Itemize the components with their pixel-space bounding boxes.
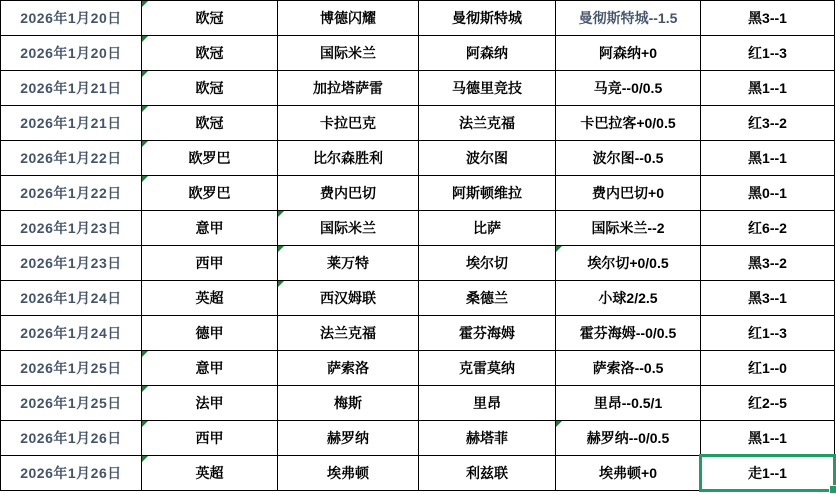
error-indicator-icon <box>142 106 148 112</box>
handicap-text: 小球2/2.5 <box>598 290 658 306</box>
error-indicator-icon <box>142 421 148 427</box>
league-text: 英超 <box>195 290 224 306</box>
date-text: 2026年1月24日 <box>20 325 122 341</box>
table-row <box>1 456 835 491</box>
cell-date[interactable] <box>1 1 142 36</box>
handicap-text: 里昂--0.5/1 <box>593 395 663 411</box>
error-indicator-icon <box>556 246 562 252</box>
cell-date[interactable] <box>1 316 142 351</box>
cell-date[interactable] <box>1 106 142 141</box>
cell-away-team[interactable] <box>419 421 556 456</box>
cell-date[interactable] <box>1 36 142 71</box>
home-team-text: 梅斯 <box>334 395 362 411</box>
cell-home-team[interactable] <box>278 176 419 211</box>
result-text: 黑3--1 <box>748 10 787 26</box>
result-text: 红3--2 <box>748 115 787 131</box>
home-team-text: 博德闪耀 <box>320 10 376 26</box>
home-team-text: 埃弗顿 <box>327 465 369 481</box>
table-row <box>1 281 835 316</box>
cell-home-team[interactable] <box>278 36 419 71</box>
result-text: 红6--2 <box>748 220 787 236</box>
cell-home-team[interactable] <box>278 421 419 456</box>
cell-handicap[interactable] <box>556 246 701 281</box>
cell-league[interactable] <box>142 106 278 141</box>
handicap-text: 国际米兰--2 <box>591 220 665 236</box>
cell-handicap[interactable] <box>556 316 701 351</box>
cell-result[interactable] <box>701 1 835 36</box>
away-team-text: 阿森纳 <box>466 45 508 61</box>
date-text: 2026年1月23日 <box>20 255 122 271</box>
away-team-text: 曼彻斯特城 <box>452 10 522 26</box>
result-text: 黑1--1 <box>748 430 787 446</box>
cell-home-team[interactable] <box>278 1 419 36</box>
cell-date[interactable] <box>1 176 142 211</box>
cell-handicap[interactable] <box>556 386 701 421</box>
date-text: 2026年1月22日 <box>20 185 122 201</box>
table-row <box>1 106 835 141</box>
fill-handle-icon[interactable] <box>829 485 836 494</box>
cell-result[interactable] <box>701 36 835 71</box>
home-team-text: 加拉塔萨雷 <box>313 80 383 96</box>
date-text: 2026年1月26日 <box>20 465 122 481</box>
date-text: 2026年1月25日 <box>20 360 122 376</box>
away-team-text: 马德里竞技 <box>452 80 522 96</box>
away-team-text: 赫塔菲 <box>466 430 508 446</box>
error-indicator-icon <box>142 176 148 182</box>
cell-handicap[interactable] <box>556 421 701 456</box>
cell-away-team[interactable] <box>419 36 556 71</box>
cell-home-team[interactable] <box>278 316 419 351</box>
cell-home-team[interactable] <box>278 386 419 421</box>
cell-handicap[interactable] <box>556 351 701 386</box>
away-team-text: 霍芬海姆 <box>459 325 515 341</box>
cell-away-team[interactable] <box>419 106 556 141</box>
cell-date[interactable] <box>1 246 142 281</box>
cell-league[interactable] <box>142 71 278 106</box>
cell-home-team[interactable] <box>278 246 419 281</box>
result-text: 红2--5 <box>748 395 787 411</box>
home-team-text: 国际米兰 <box>320 220 376 236</box>
table-row <box>1 71 835 106</box>
league-text: 意甲 <box>195 360 224 376</box>
cell-handicap[interactable] <box>556 456 701 491</box>
cell-away-team[interactable] <box>419 176 556 211</box>
date-text: 2026年1月23日 <box>20 220 122 236</box>
error-indicator-icon <box>278 211 284 217</box>
cell-away-team[interactable] <box>419 246 556 281</box>
date-text: 2026年1月25日 <box>20 395 122 411</box>
cell-home-team[interactable] <box>278 456 419 491</box>
error-indicator-icon <box>142 351 148 357</box>
handicap-text: 马竞--0/0.5 <box>593 80 663 96</box>
cell-date[interactable] <box>1 456 142 491</box>
error-indicator-icon <box>142 141 148 147</box>
cell-handicap[interactable] <box>556 281 701 316</box>
cell-away-team[interactable] <box>419 386 556 421</box>
home-team-text: 卡拉巴克 <box>320 115 376 131</box>
cell-home-team[interactable] <box>278 281 419 316</box>
date-text: 2026年1月21日 <box>20 115 122 131</box>
handicap-text: 波尔图--0.5 <box>592 150 664 166</box>
handicap-text: 霍芬海姆--0/0.5 <box>579 325 677 341</box>
cell-date[interactable] <box>1 141 142 176</box>
away-team-text: 里昂 <box>473 395 501 411</box>
league-text: 欧罗巴 <box>188 185 231 201</box>
home-team-text: 法兰克福 <box>320 325 376 341</box>
cell-date[interactable] <box>1 351 142 386</box>
cell-away-team[interactable] <box>419 351 556 386</box>
cell-date[interactable] <box>1 281 142 316</box>
cell-league[interactable] <box>142 351 278 386</box>
table-row <box>1 141 835 176</box>
date-text: 2026年1月20日 <box>20 45 122 61</box>
error-indicator-icon <box>278 281 284 287</box>
result-text: 走1--1 <box>748 465 787 481</box>
home-team-text: 赫罗纳 <box>327 430 369 446</box>
away-team-text: 利兹联 <box>466 465 508 481</box>
table-row <box>1 1 835 36</box>
cell-date[interactable] <box>1 71 142 106</box>
error-indicator-icon <box>142 71 148 77</box>
result-text: 红1--0 <box>748 360 787 376</box>
table-row <box>1 421 835 456</box>
league-text: 欧罗巴 <box>188 150 231 166</box>
cell-away-team[interactable] <box>419 281 556 316</box>
cell-result[interactable] <box>701 351 835 386</box>
result-text: 黑1--1 <box>748 80 787 96</box>
cell-handicap[interactable] <box>556 141 701 176</box>
result-text: 黑0--1 <box>748 185 787 201</box>
cell-away-team[interactable] <box>419 141 556 176</box>
cell-league[interactable] <box>142 1 278 36</box>
league-text: 法甲 <box>195 395 224 411</box>
cell-date[interactable] <box>1 386 142 421</box>
handicap-text: 曼彻斯特城--1.5 <box>578 10 678 26</box>
handicap-text: 费内巴切+0 <box>592 185 664 201</box>
cell-league[interactable] <box>142 211 278 246</box>
home-team-text: 国际米兰 <box>320 45 376 61</box>
away-team-text: 埃尔切 <box>466 255 508 271</box>
league-text: 西甲 <box>195 255 224 271</box>
cell-league[interactable] <box>142 246 278 281</box>
cell-league[interactable] <box>142 386 278 421</box>
cell-handicap[interactable] <box>556 106 701 141</box>
cell-result[interactable] <box>701 211 835 246</box>
result-text: 黑3--2 <box>748 255 787 271</box>
league-text: 德甲 <box>195 325 224 341</box>
date-text: 2026年1月26日 <box>20 430 122 446</box>
cell-away-team[interactable] <box>419 1 556 36</box>
cell-result[interactable] <box>701 386 835 421</box>
league-text: 欧冠 <box>195 45 224 61</box>
cell-result[interactable] <box>701 246 835 281</box>
table-row <box>1 211 835 246</box>
cell-home-team[interactable] <box>278 71 419 106</box>
handicap-text: 赫罗纳--0/0.5 <box>586 430 670 446</box>
cell-league[interactable] <box>142 421 278 456</box>
away-team-text: 比萨 <box>473 220 501 236</box>
cell-result[interactable] <box>701 316 835 351</box>
home-team-text: 萨索洛 <box>327 360 369 376</box>
cell-handicap[interactable] <box>556 36 701 71</box>
cell-result[interactable] <box>701 141 835 176</box>
cell-handicap[interactable] <box>556 71 701 106</box>
cell-away-team[interactable] <box>419 211 556 246</box>
result-text: 红1--3 <box>748 45 787 61</box>
cell-league[interactable] <box>142 316 278 351</box>
error-indicator-icon <box>278 246 284 252</box>
away-team-text: 克雷莫纳 <box>459 360 515 376</box>
home-team-text: 西汉姆联 <box>320 290 376 306</box>
cell-handicap[interactable] <box>556 211 701 246</box>
error-indicator-icon <box>142 36 148 42</box>
handicap-text: 萨索洛--0.5 <box>592 360 664 376</box>
date-text: 2026年1月20日 <box>20 10 122 26</box>
league-text: 英超 <box>195 465 224 481</box>
cell-home-team[interactable] <box>278 211 419 246</box>
cell-home-team[interactable] <box>278 141 419 176</box>
table-row <box>1 351 835 386</box>
cell-result[interactable] <box>701 281 835 316</box>
away-team-text: 阿斯顿维拉 <box>452 185 522 201</box>
away-team-text: 桑德兰 <box>466 290 508 306</box>
error-indicator-icon <box>142 1 148 7</box>
cell-result[interactable] <box>701 456 835 491</box>
league-text: 西甲 <box>195 430 224 446</box>
home-team-text: 费内巴切 <box>320 185 376 201</box>
home-team-text: 比尔森胜利 <box>313 150 383 166</box>
handicap-text: 埃尔切+0/0.5 <box>587 255 669 271</box>
handicap-text: 阿森纳+0 <box>599 45 657 61</box>
table-row <box>1 176 835 211</box>
handicap-text: 卡巴拉客+0/0.5 <box>580 115 676 131</box>
table-row <box>1 246 835 281</box>
cell-result[interactable] <box>701 106 835 141</box>
date-text: 2026年1月22日 <box>20 150 122 166</box>
date-text: 2026年1月21日 <box>20 80 122 96</box>
date-text: 2026年1月24日 <box>20 290 122 306</box>
cell-league[interactable] <box>142 141 278 176</box>
cell-handicap[interactable] <box>556 1 701 36</box>
cell-league[interactable] <box>142 281 278 316</box>
cell-league[interactable] <box>142 36 278 71</box>
cell-league[interactable] <box>142 456 278 491</box>
cell-date[interactable] <box>1 211 142 246</box>
league-text: 欧冠 <box>195 10 224 26</box>
away-team-text: 波尔图 <box>466 150 508 166</box>
error-indicator-icon <box>142 456 148 462</box>
cell-home-team[interactable] <box>278 106 419 141</box>
away-team-text: 法兰克福 <box>459 115 515 131</box>
league-text: 欧冠 <box>195 80 224 96</box>
cell-league[interactable] <box>142 176 278 211</box>
cell-result[interactable] <box>701 421 835 456</box>
result-text: 黑3--1 <box>748 290 787 306</box>
handicap-text: 埃弗顿+0 <box>599 465 657 481</box>
league-text: 欧冠 <box>195 115 224 131</box>
home-team-text: 莱万特 <box>327 255 369 271</box>
cell-home-team[interactable] <box>278 351 419 386</box>
cell-away-team[interactable] <box>419 316 556 351</box>
cell-handicap[interactable] <box>556 176 701 211</box>
cell-away-team[interactable] <box>419 71 556 106</box>
error-indicator-icon <box>142 386 148 392</box>
league-text: 意甲 <box>195 220 224 236</box>
cell-result[interactable] <box>701 176 835 211</box>
error-indicator-icon <box>556 421 562 427</box>
cell-result[interactable] <box>701 71 835 106</box>
result-text: 红1--3 <box>748 325 787 341</box>
table-row <box>1 386 835 421</box>
table-row <box>1 36 835 71</box>
cell-away-team[interactable] <box>419 456 556 491</box>
table-row <box>1 316 835 351</box>
cell-date[interactable] <box>1 421 142 456</box>
table-body <box>1 1 835 491</box>
result-text: 黑1--1 <box>748 150 787 166</box>
